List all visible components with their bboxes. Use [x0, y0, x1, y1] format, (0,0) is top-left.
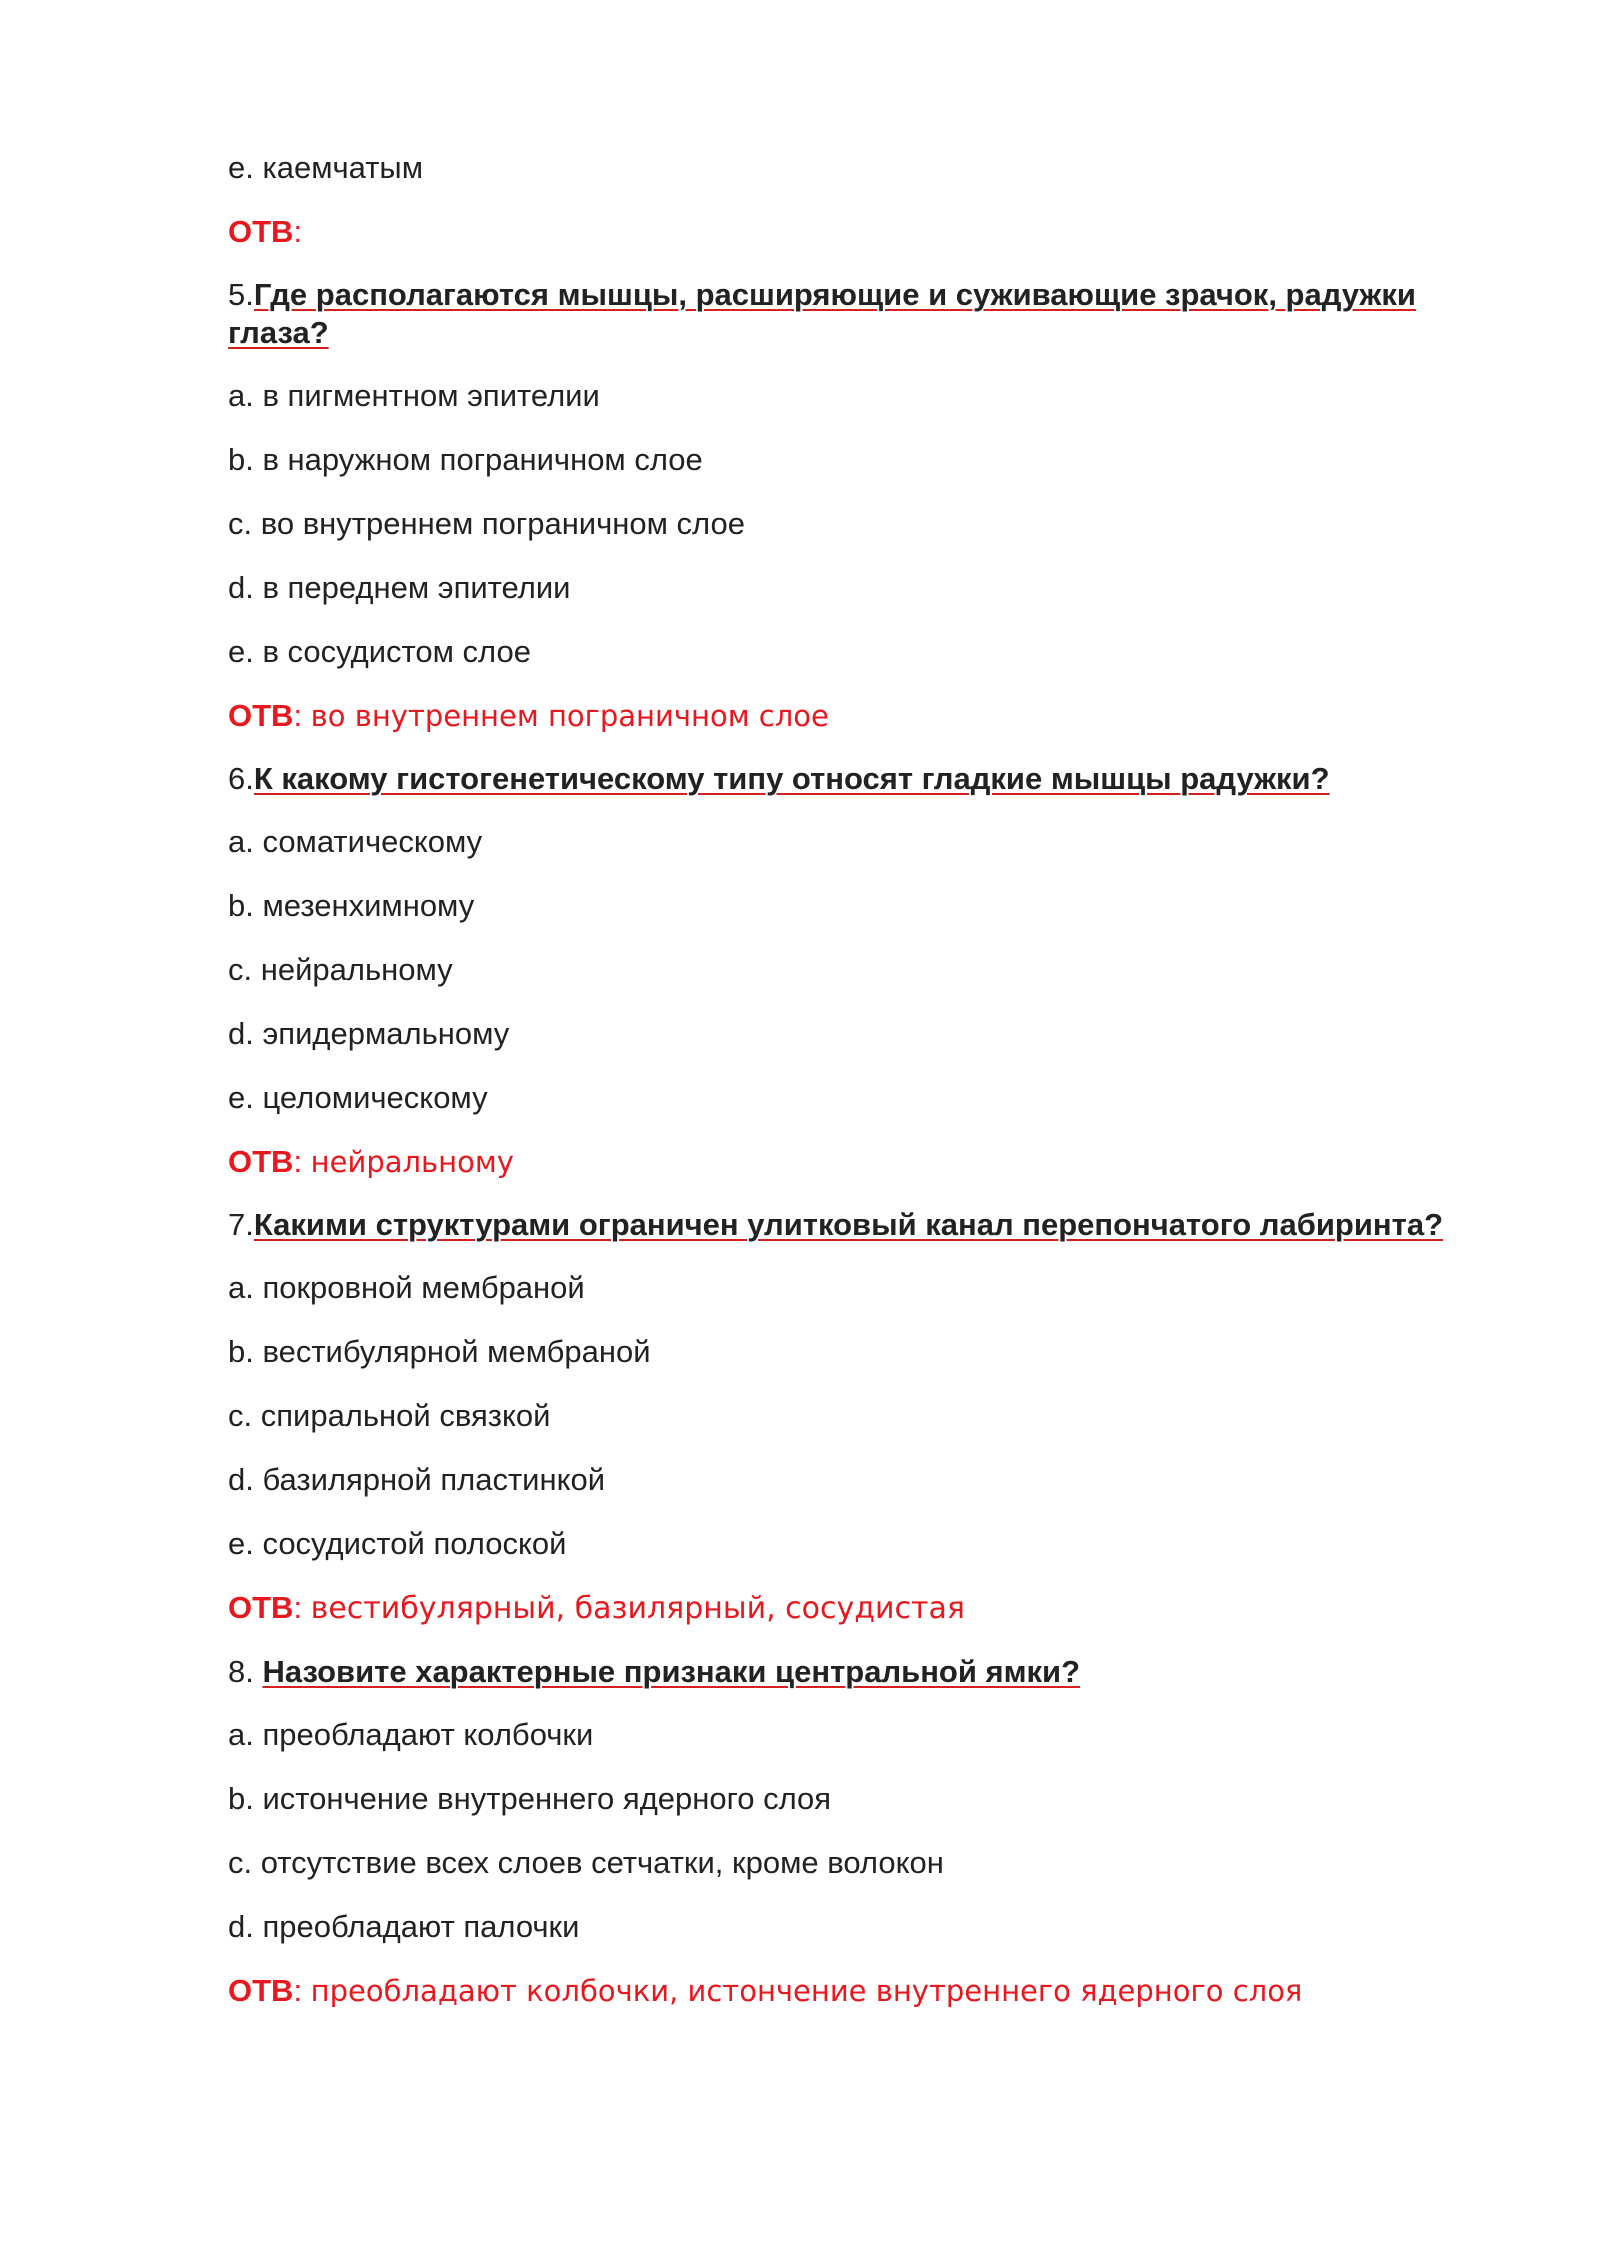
option-a: a. покровной мембраной — [228, 1270, 585, 1305]
option-d: d. преобладают палочки — [228, 1909, 580, 1944]
option-c: c. нейральному — [228, 952, 453, 987]
option-b: b. мезенхимному — [228, 888, 475, 923]
answer-label: ОТВ — [228, 1144, 294, 1179]
answer-line: ОТВ: преобладают колбочки, истончение внутреннего ядерного слоя — [228, 1973, 1303, 2008]
answer-line: ОТВ: во внутреннем пограничном слое — [228, 698, 829, 733]
answer-line: ОТВ: нейральному — [228, 1144, 514, 1179]
question-7 — [228, 1206, 1488, 1244]
question-text: К какому гистогенетическому типу относят гладкие мышцы радужки? — [253, 761, 1330, 796]
question-8 — [228, 1653, 1488, 1691]
option-b: b. в наружном пограничном слое — [228, 442, 703, 477]
option-d: d. в переднем эпителии — [228, 570, 571, 605]
option-b: b. вестибулярной мембраной — [228, 1334, 651, 1369]
question-text: Какими структурами ограничен улитковый канал перепончатого лабиринта? — [253, 1207, 1443, 1242]
question-number: 5. — [228, 277, 254, 312]
answer-label: ОТВ — [228, 214, 294, 249]
answer-label: ОТВ — [228, 1590, 294, 1625]
answer-label: ОТВ — [228, 698, 294, 733]
option-a: a. преобладают колбочки — [228, 1717, 594, 1752]
answer-line: ОТВ: вестибулярный, базилярный, сосудистая — [228, 1590, 965, 1626]
answer-value: преобладают колбочки, истончение внутреннего ядерного слоя — [310, 1974, 1303, 2008]
document-page — [228, 148, 1488, 2035]
option-e: e. целомическому — [228, 1080, 488, 1115]
question-number: 6. — [228, 761, 254, 796]
option-d: d. базилярной пластинкой — [228, 1462, 606, 1497]
option-c: c. во внутреннем пограничном слое — [228, 506, 745, 541]
question-number: 7. — [228, 1207, 254, 1242]
option-e: e. каемчатым — [228, 150, 424, 185]
option-c: c. спиральной связкой — [228, 1398, 551, 1433]
answer-value: вестибулярный, базилярный, сосудистая — [310, 1591, 965, 1626]
answer-label: ОТВ — [228, 1973, 294, 2008]
option-e: e. сосудистой полоской — [228, 1526, 567, 1561]
option-d: d. эпидермальному — [228, 1016, 510, 1051]
option-a: a. в пигментном эпителии — [228, 378, 600, 413]
question-number: 8. — [228, 1654, 263, 1689]
answer-value: нейральному — [310, 1145, 514, 1179]
question-text: Где располагаются мышцы, расширяющие и суживающие зрачок, радужки глаза? — [228, 277, 1416, 350]
option-c: c. отсутствие всех слоев сетчатки, кроме волокон — [228, 1845, 944, 1880]
option-b: b. истончение внутреннего ядерного слоя — [228, 1781, 832, 1816]
question-6 — [228, 760, 1488, 798]
answer-value: во внутреннем пограничном слое — [310, 699, 829, 733]
answer-line: ОТВ: — [228, 214, 303, 249]
question-text: Назовите характерные признаки центральной ямки? — [262, 1654, 1081, 1689]
option-a: a. соматическому — [228, 824, 483, 859]
option-e: e. в сосудистом слое — [228, 634, 531, 669]
question-5 — [228, 276, 1488, 352]
